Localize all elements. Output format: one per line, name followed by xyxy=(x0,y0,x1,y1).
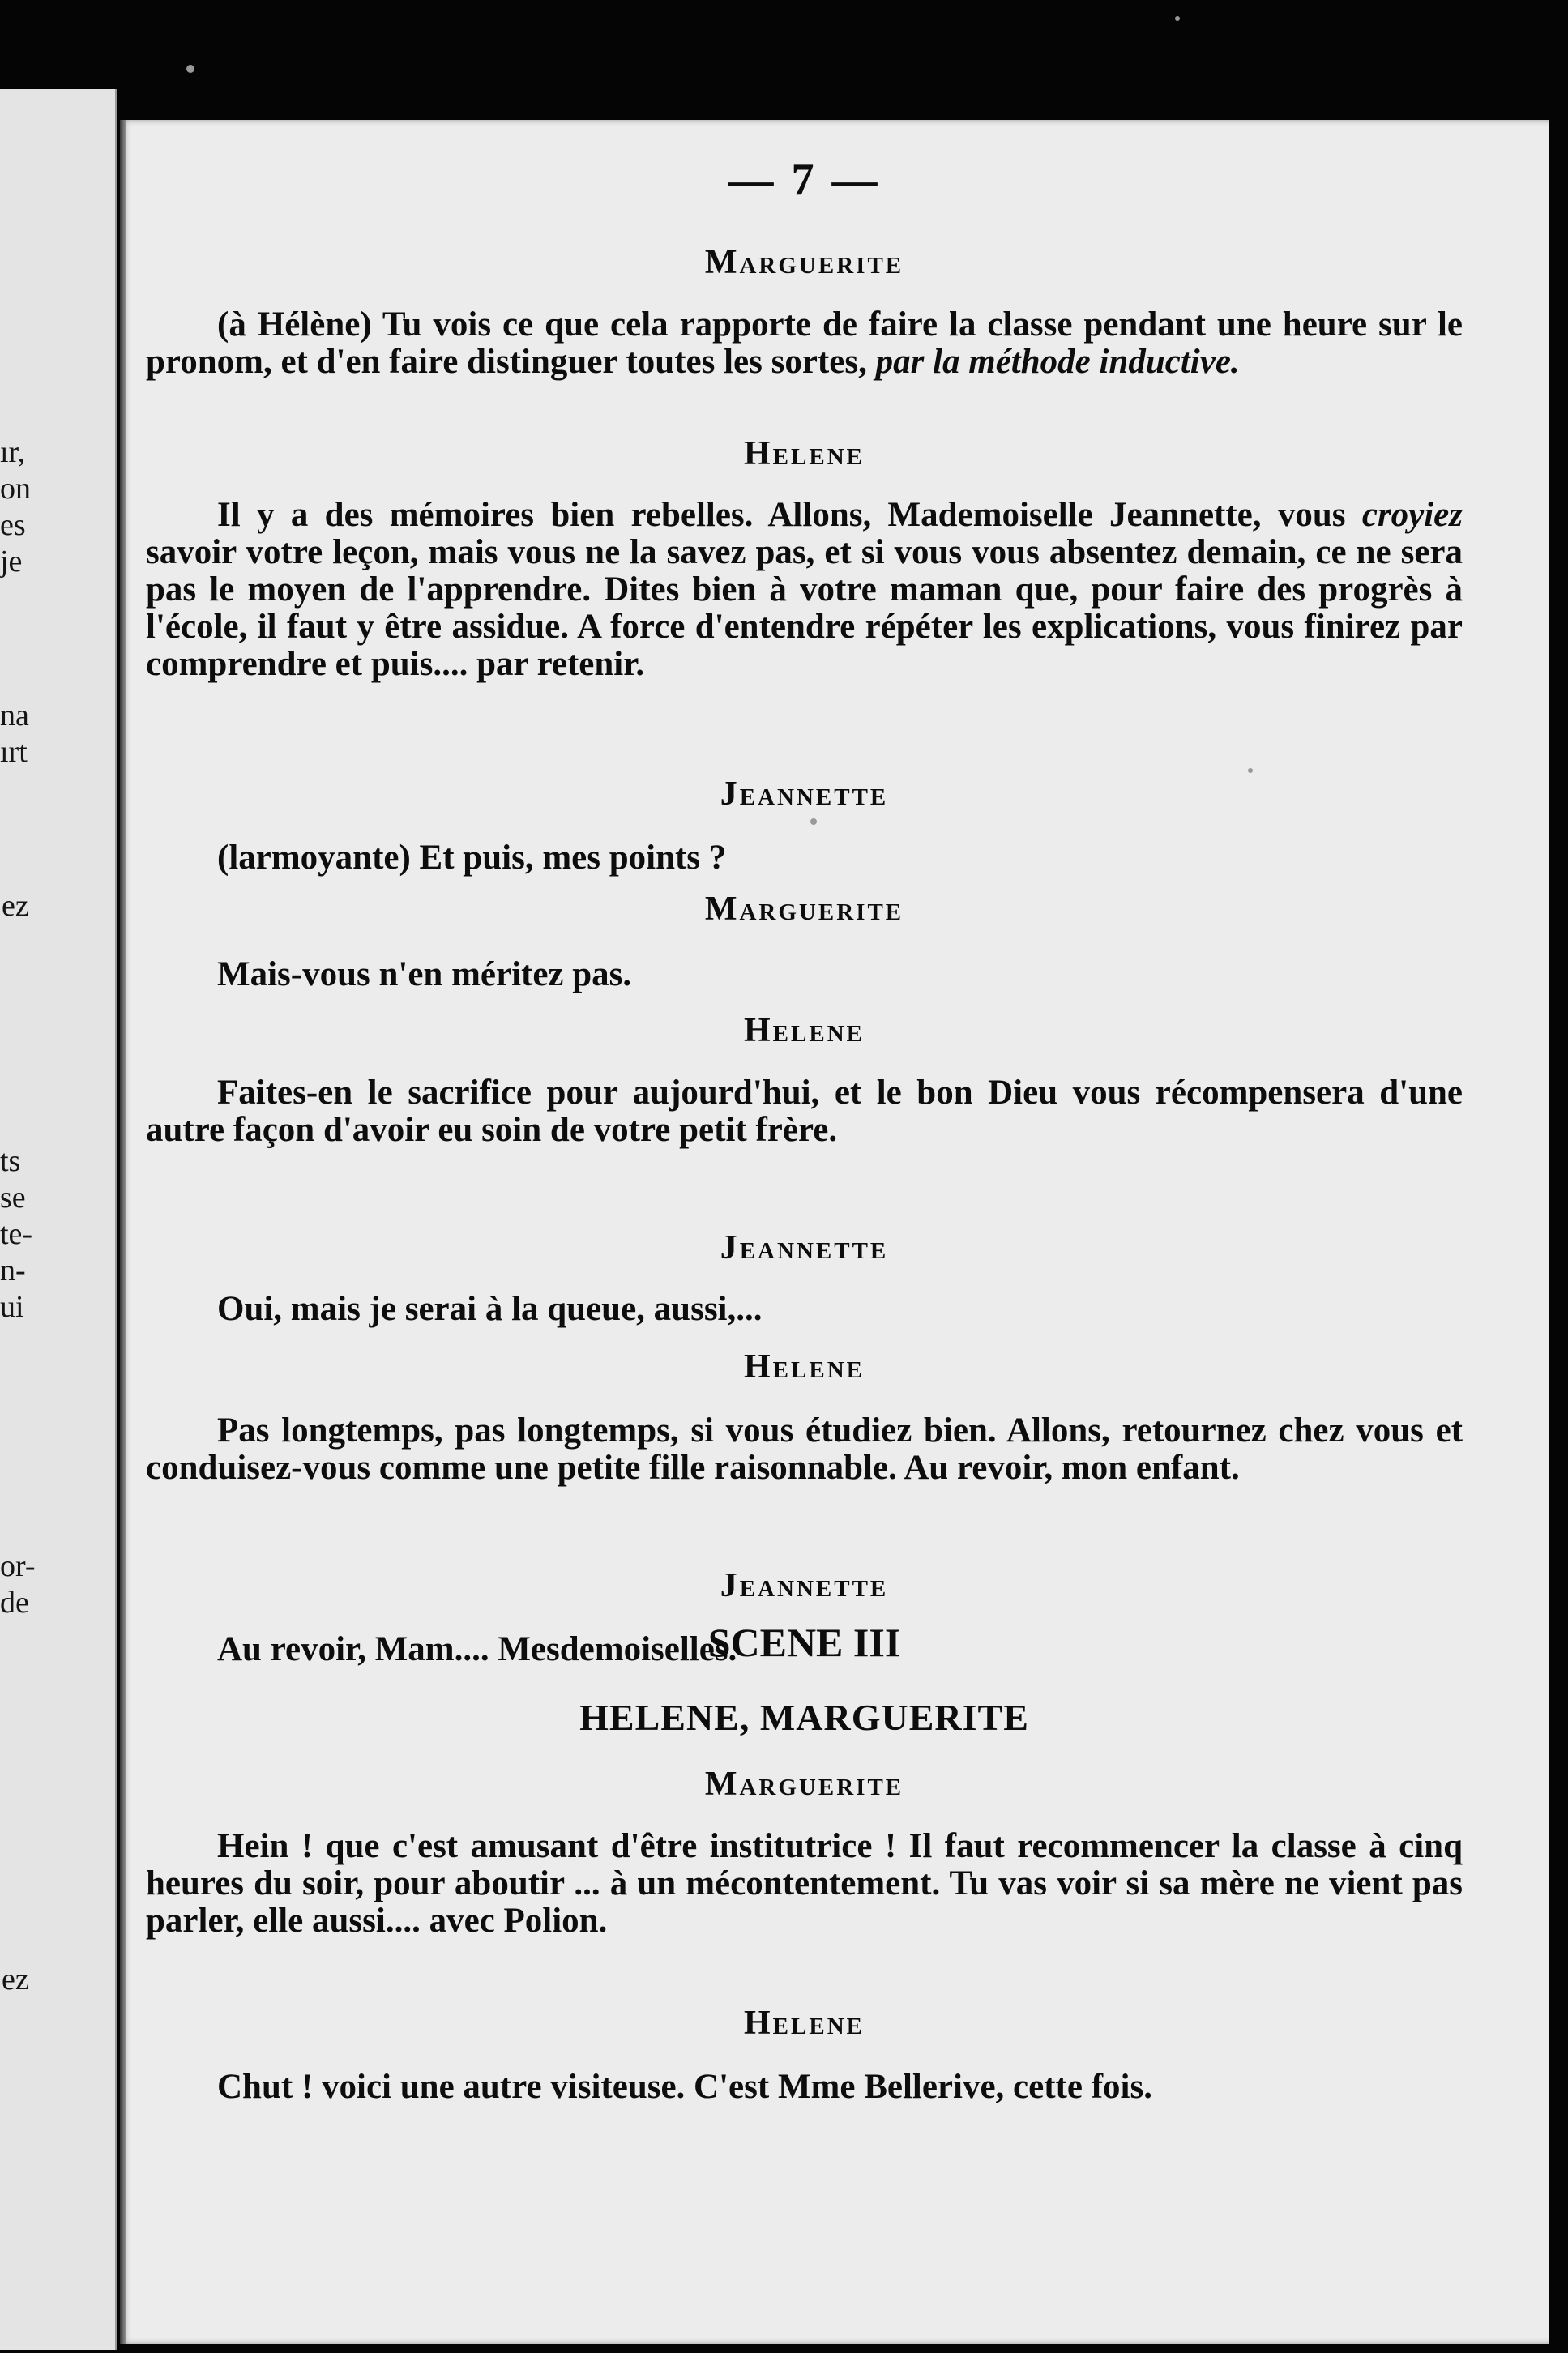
previous-page-fragment: ırt xyxy=(0,735,28,769)
previous-page-fragment: de xyxy=(0,1586,29,1620)
dialogue-line xyxy=(146,2069,1463,2106)
speaker-name: Jeannette xyxy=(720,1567,889,1604)
dialogue-text: Au revoir, Mam.... Mesdemoiselles. xyxy=(217,1630,737,1668)
dialogue-text: Chut ! voici une autre visiteuse. C'est Mme Bellerive, cette fois. xyxy=(217,2068,1152,2106)
scene-title: SCENE III xyxy=(707,1620,901,1665)
dialogue-text: (larmoyante) Et puis, mes points ? xyxy=(217,839,727,877)
speaker-name: Marguerite xyxy=(704,890,904,928)
dialogue-text: Hein ! que c'est amusant d'être institutrice ! Il faut recommencer la classe à cinq heures du soir, pour aboutir ... à un mécontentement. Tu vas voir si sa mère ne vient pas parler, elle aussi.... avec Polion. xyxy=(146,1827,1463,1940)
speaker-name: Jeannette xyxy=(720,775,889,813)
dialogue-line xyxy=(146,1412,1463,1487)
speaker-name: Marguerite xyxy=(704,244,904,281)
previous-page-fragment: n- xyxy=(0,1253,26,1288)
previous-page-fragment: ts xyxy=(0,1144,21,1178)
dust-speck xyxy=(810,818,817,825)
dialogue-line xyxy=(146,1828,1463,1940)
previous-page-fragment: es xyxy=(0,508,26,542)
previous-page-fragment: ez xyxy=(2,889,29,923)
previous-page-fragment: or- xyxy=(0,1549,36,1583)
dialogue-text: Faites-en le sacrifice pour aujourd'hui, et le bon Dieu vous récompensera d'une autre façon d'avoir eu soin de votre petit frère. xyxy=(146,1074,1463,1149)
book-page xyxy=(120,120,1549,2344)
dialogue-text: Pas longtemps, pas longtemps, si vous étudiez bien. Allons, retournez chez vous et conduisez-vous comme une petite fille raisonnable. Au revoir, mon enfant. xyxy=(146,1411,1463,1487)
dialogue-line xyxy=(146,1291,1463,1328)
previous-page-edge xyxy=(0,89,117,2350)
speaker-name: Jeannette xyxy=(720,1229,889,1266)
dialogue-text: (à Hélène) Tu vois ce que cela rapporte de faire la classe pendant une heure sur le pronom, et d'en faire distinguer toutes les sortes, xyxy=(146,305,1463,381)
previous-page-fragment: na xyxy=(0,698,29,732)
page-number: — 7 — xyxy=(728,155,881,205)
speaker-name: Marguerite xyxy=(704,1766,904,1803)
dialogue-line xyxy=(146,839,1463,877)
dialogue-line xyxy=(146,306,1463,381)
previous-page-fragment: ui xyxy=(0,1290,24,1324)
previous-page-fragment: je xyxy=(0,544,23,579)
scene-cast: HELENE, MARGUERITE xyxy=(579,1697,1029,1738)
speaker-name: Helene xyxy=(744,2005,865,2042)
dust-speck xyxy=(1175,16,1180,21)
italic-text: croyiez xyxy=(1361,496,1463,534)
dialogue-line xyxy=(146,497,1463,683)
dialogue-line xyxy=(146,956,1463,993)
dialogue-line xyxy=(146,1074,1463,1149)
speaker-name: Helene xyxy=(744,1348,865,1386)
previous-page-fragment: te- xyxy=(0,1217,33,1251)
speaker-name: Helene xyxy=(744,435,865,472)
previous-page-fragment: on xyxy=(0,472,31,506)
dialogue-text: Oui, mais je serai à la queue, aussi,... xyxy=(217,1290,763,1328)
previous-page-fragment: ez xyxy=(2,1962,29,1996)
dialogue-text: Il y a des mémoires bien rebelles. Allons, Mademoiselle Jeannette, vous xyxy=(217,496,1362,534)
dust-speck xyxy=(186,65,194,73)
dialogue-text: Mais-vous n'en méritez pas. xyxy=(217,955,632,993)
previous-page-fragment: se xyxy=(0,1181,26,1215)
italic-text: par la méthode inductive. xyxy=(875,343,1240,381)
dialogue-text: savoir votre leçon, mais vous ne la savez pas, et si vous vous absentez demain, ce ne sera pas le moyen de l'apprendre. Dites bien à votre maman que, pour faire des progrès à l'école, il faut y être assidue. A force d'entendre répéter les explications, vous finirez par comprendre et puis.... par retenir. xyxy=(146,533,1463,683)
dust-speck xyxy=(1248,768,1253,773)
speaker-name: Helene xyxy=(744,1012,865,1049)
previous-page-fragment: ır, xyxy=(0,435,26,469)
